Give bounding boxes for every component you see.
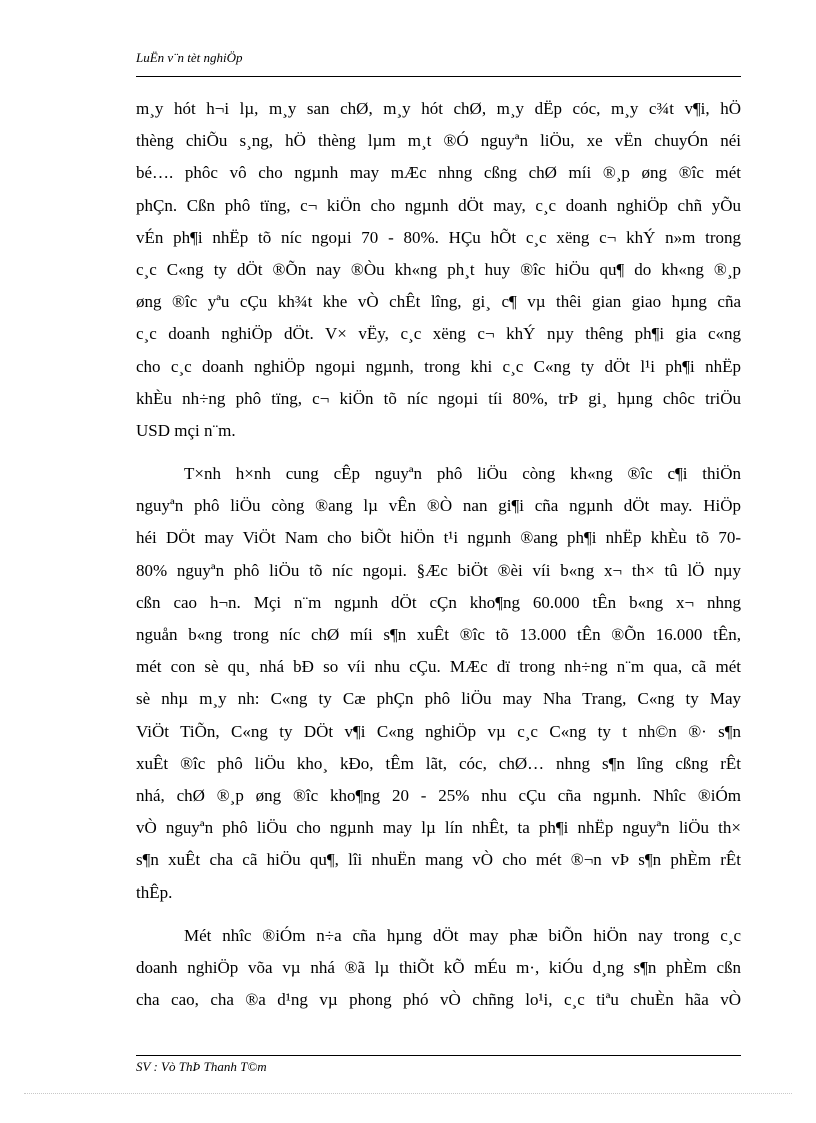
text-line: ViÖt TiÕn, C«ng ty DÖt v¶i C«ng nghiÖp vµ c¸c C«ng ty t nh©n ®· s¶n [136, 721, 741, 741]
running-footer: SV : Vò ThÞ Thanh T©m [136, 1059, 267, 1074]
text-line: bé…. phôc vô cho ngµnh may mÆc nhng cßng chØ míi ®¸p øng ®îc mét [136, 163, 741, 183]
paragraph-3 [136, 920, 741, 1017]
text-line: thèng chiÕu s¸ng, hÖ thèng lµm m¸t ®Ó nguyªn liÖu, xe vËn chuyÓn néi [136, 131, 741, 151]
text-line: cßn cao h¬n. Mçi n¨m ngµnh dÖt cÇn kho¶ng 60.000 tÊn b«ng x¬ nhng [136, 592, 741, 612]
text-line: vÉn ph¶i nhËp tõ níc ngoµi 70 - 80%. HÇu hÕt c¸c xëng c¬ khÝ n»m trong [136, 227, 741, 247]
text-line: 80% nguyªn phô liÖu tõ níc ngoµi. §Æc biÖt ®èi víi b«ng x¬ th× tû lÖ nµy [136, 560, 741, 580]
text-line: nguyªn phô liÖu còng ®ang lµ vÊn ®Ò nan gi¶i cña ngµnh dÖt may. HiÖp [136, 496, 741, 516]
text-line: cha cao, cha ®a d¹ng vµ phong phó vÒ chñng lo¹i, c¸c tiªu chuÈn hãa vÒ [136, 990, 741, 1010]
text-line: cho c¸c doanh nghiÖp ngoµi ngµnh, trong khi c¸c C«ng ty dÖt l¹i ph¶i nhËp [136, 356, 741, 376]
text-line: nhá, chØ ®¸p øng ®îc kho¶ng 20 - 25% nhu cÇu cña ngµnh. Nhîc ®iÓm [136, 785, 741, 805]
paragraph-2 [136, 458, 741, 909]
text-line: m¸y hót h¬i lµ, m¸y san chØ, m¸y hót chØ, m¸y dËp cóc, m¸y c¾t v¶i, hÖ [136, 99, 741, 118]
text-line: phÇn. Cßn phô tïng, c¬ kiÖn cho ngµnh dÖt may, c¸c doanh nghiÖp chñ yÕu [136, 195, 741, 215]
text-line: khÈu nh÷ng phô tïng, c¬ kiÖn tõ níc ngoµi tíi 80%, trÞ gi¸ hµng chôc triÖu [136, 388, 741, 408]
text-line: c¸c doanh nghiÖp dÖt. V× vËy, c¸c xëng c¬ khÝ nµy thêng ph¶i gia c«ng [136, 324, 741, 344]
page-bottom-edge [24, 1093, 792, 1094]
text-line: USD mçi n¨m. [136, 420, 236, 440]
text-line: nguån b«ng trong níc chØ míi s¶n xuÊt ®îc tõ 13.000 tÊn ®Õn 16.000 tÊn, [136, 625, 741, 644]
text-line: xuÊt ®îc phô liÖu kho¸ kÐo, tÊm lãt, cóc, chØ… nhng s¶n lîng cßng rÊt [136, 753, 741, 773]
text-line: T×nh h×nh cung cÊp nguyªn phô liÖu còng kh«ng ®îc c¶i thiÖn [184, 464, 741, 484]
paragraph-spacing [136, 447, 741, 458]
document-body [136, 93, 741, 1016]
paragraph-spacing [136, 909, 741, 920]
text-line: doanh nghiÖp võa vµ nhá ®ã lµ thiÕt kÕ mÉu m·, kiÓu d¸ng s¶n phÈm cßn [136, 957, 741, 977]
text-line: Mét nhîc ®iÓm n÷a cña hµng dÖt may phæ biÕn hiÖn nay trong c¸c [184, 925, 741, 945]
text-line: mét con sè qu¸ nhá bÐ so víi nhu cÇu. MÆc dï trong nh÷ng n¨m qua, cã mét [136, 657, 741, 677]
text-line: héi DÖt may ViÖt Nam cho biÕt hiÖn t¹i ngµnh ®ang ph¶i nhËp khÈu tõ 70- [136, 528, 741, 548]
text-line: c¸c C«ng ty dÖt ®Õn nay ®Òu kh«ng ph¸t huy ®îc hiÖu qu¶ do kh«ng ®¸p [136, 259, 741, 279]
text-line: sè nhµ m¸y nh: C«ng ty Cæ phÇn phô liÖu may Nha Trang, C«ng ty May [136, 689, 741, 709]
text-line: øng ®îc yªu cÇu kh¾t khe vÒ chÊt lîng, gi¸ c¶ vµ thêi gian giao hµng cña [136, 292, 741, 312]
footer-divider [136, 1055, 741, 1056]
header-divider [136, 76, 741, 77]
paragraph-1 [136, 93, 741, 447]
text-line: thÊp. [136, 882, 173, 902]
text-line: vÒ nguyªn phô liÖu cho ngµnh may lµ lín nhÊt, ta ph¶i nhËp nguyªn liÖu th× [136, 818, 741, 838]
text-line: s¶n xuÊt cha cã hiÖu qu¶, lîi nhuËn mang vÒ cho mét ®¬n vÞ s¶n phÈm rÊt [136, 850, 741, 870]
running-header: LuËn v¨n tèt nghiÖp [136, 50, 243, 65]
